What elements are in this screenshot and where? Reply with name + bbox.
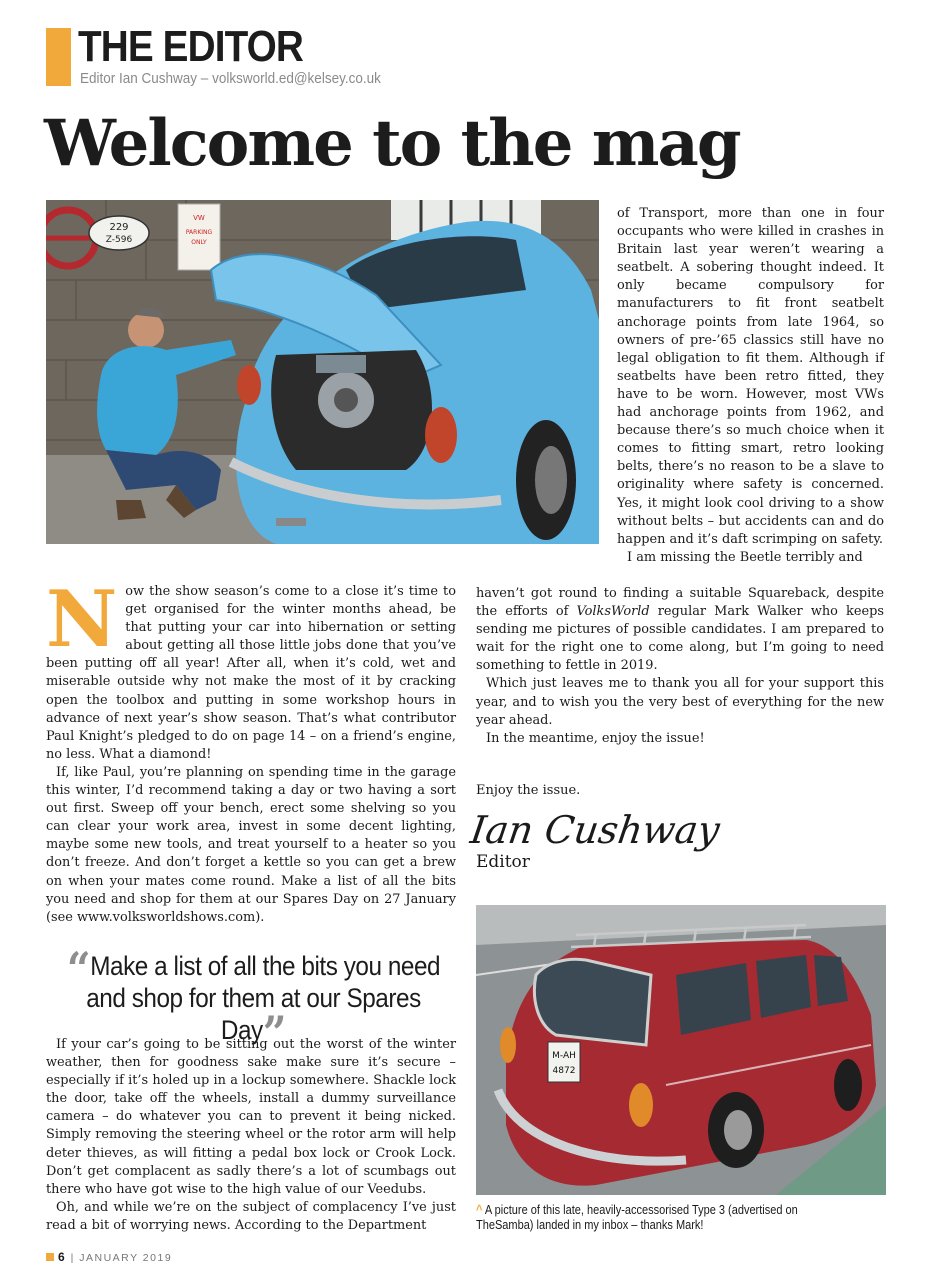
pull-quote bbox=[66, 942, 441, 1060]
svg-text:Z-596: Z-596 bbox=[105, 235, 133, 245]
rear-plate-text: M-AH bbox=[552, 1051, 576, 1061]
page-number: 6 bbox=[58, 1250, 67, 1264]
pull-quote-text: Make a list of all the bits you need and shop for them at our Spares Day bbox=[86, 951, 441, 1045]
type3-photo bbox=[476, 905, 886, 1195]
garage-paragraph: If, like Paul, you’re planning on spending time in the garage this winter, I’d recommend taking a day or two having a sort out first. Sweep off your bench, erect some shelving so you can clear your work area, invest in some decent lighting, maybe some new tools, and treat yourself to a heater so you don’t freeze. And don’t forget a kettle so you can get a brew on when your mates come round. Make a list of all the bits you need and shop for them at our Spares Day on 27 January (see www.volksworldshows.com). bbox=[46, 764, 456, 925]
svg-text:VW: VW bbox=[193, 214, 205, 222]
wall-plate-text: 229 bbox=[109, 222, 129, 233]
right-column-lower-text bbox=[476, 585, 884, 748]
squareback-text-end: regular Mark Walker who keeps sending me pictures of possible candidates. I am prepared to wait for the right one to come along, but I’m going to need something to fettle in 2019. bbox=[476, 604, 884, 674]
page-headline: Welcome to the mag bbox=[44, 106, 740, 181]
enjoy-issue-paragraph: In the meantime, enjoy the issue! bbox=[486, 730, 705, 746]
beetle-garage-photo bbox=[46, 200, 599, 544]
intro-paragraph bbox=[46, 574, 456, 764]
left-column-lower-text bbox=[46, 1036, 456, 1235]
editor-signature: Ian Cushway bbox=[467, 808, 723, 852]
type3-photo-illustration bbox=[476, 905, 886, 1195]
enjoy-issue-line: Enjoy the issue. bbox=[476, 783, 581, 798]
squareback-text: haven’t got round to finding a suitable Squareback, despite the efforts of bbox=[476, 586, 884, 620]
page-footer bbox=[46, 1250, 172, 1264]
squareback-paragraph bbox=[476, 585, 884, 675]
caption-text: A picture of this late, heavily-accessorised Type 3 (advertised on TheSamba) landed in my inbox – thanks Mark! bbox=[476, 1203, 798, 1232]
magazine-name: VolksWorld bbox=[576, 604, 650, 620]
editor-contact-line: Editor Ian Cushway – volksworld.ed@kelsey.co.uk bbox=[80, 70, 381, 87]
drop-cap: N bbox=[46, 574, 118, 665]
section-accent-bar bbox=[46, 28, 71, 86]
svg-text:4872: 4872 bbox=[552, 1066, 576, 1076]
complacency-paragraph: Oh, and while we’re on the subject of complacency I’ve just read a bit of worrying news. According to the Department bbox=[46, 1199, 456, 1233]
photo-caption bbox=[476, 1203, 846, 1233]
footer-accent-square bbox=[46, 1253, 54, 1261]
thanks-paragraph: Which just leaves me to thank you all for your support this year, and to wish you the very best of everything for the new year ahead. bbox=[476, 676, 884, 728]
section-title: THE EDITOR bbox=[78, 22, 303, 71]
editor-role: Editor bbox=[476, 852, 530, 872]
svg-text:ONLY: ONLY bbox=[191, 239, 207, 246]
open-quote-mark: “ bbox=[66, 942, 91, 996]
seatbelt-paragraph: of Transport, more than one in four occupants who were killed in crashes in Britain last year weren’t wearing a seatbelt. A sobering thought indeed. It only became compulsory for manufacturers to fit front seatbelt anchorage points from late 1964, so owners of pre-’65 classics still have no legal obligation to fit them. Although if seatbelts have been retro fitted, they have to be worn. However, most VWs had anchorage points from 1962, and because there’s so much choice when it comes to fitting smart, retro looking belts, there’s no reason to be a slave to originality where safety is concerned. Yes, it might look cool driving to a show without belts – but accidents can and do happen and it’s daft scrimping on safety. bbox=[617, 206, 884, 547]
beetle-paragraph-start: I am missing the Beetle terribly and bbox=[627, 549, 863, 565]
caption-chevron-icon: ^ bbox=[476, 1203, 483, 1217]
left-column-text bbox=[46, 574, 456, 927]
beetle-photo-illustration bbox=[46, 200, 599, 544]
intro-text: ow the show season’s come to a close it’s time to get organised for the winter months ahead, be that putting your car into hibernation or setting about getting all those little jobs done that you’ve been putting off all year! After all, when it’s cold, wet and miserable outside why not make the most of it by cracking open the toolbox and putting in some workshop hours in advance of next year’s show season. That’s what contributor Paul Knight’s pledged to do on page 14 – on a friend’s engine, no less. What a diamond! bbox=[46, 584, 456, 762]
security-paragraph: If your car’s going to be sitting out the worst of the winter weather, then for goodness sake make sure it’s secure – especially if it’s holed up in a lockup somewhere. Shackle lock the door, take off the wheels, install a dummy surveillance camera – do whatever you can to prevent it being nicked. Simply removing the steering wheel or the rotor arm will help deter thieves, as will fitting a pedal box lock or Crook Lock. Don’t get complacent as sadly there’s a lot of scumbags out there who have got wise to the high value of our Veedubs. bbox=[46, 1037, 456, 1197]
svg-text:PARKING: PARKING bbox=[185, 229, 213, 236]
issue-date: | JANUARY 2019 bbox=[70, 1252, 173, 1264]
close-quote-mark: ” bbox=[262, 1006, 287, 1060]
right-column-upper-text bbox=[617, 205, 884, 567]
